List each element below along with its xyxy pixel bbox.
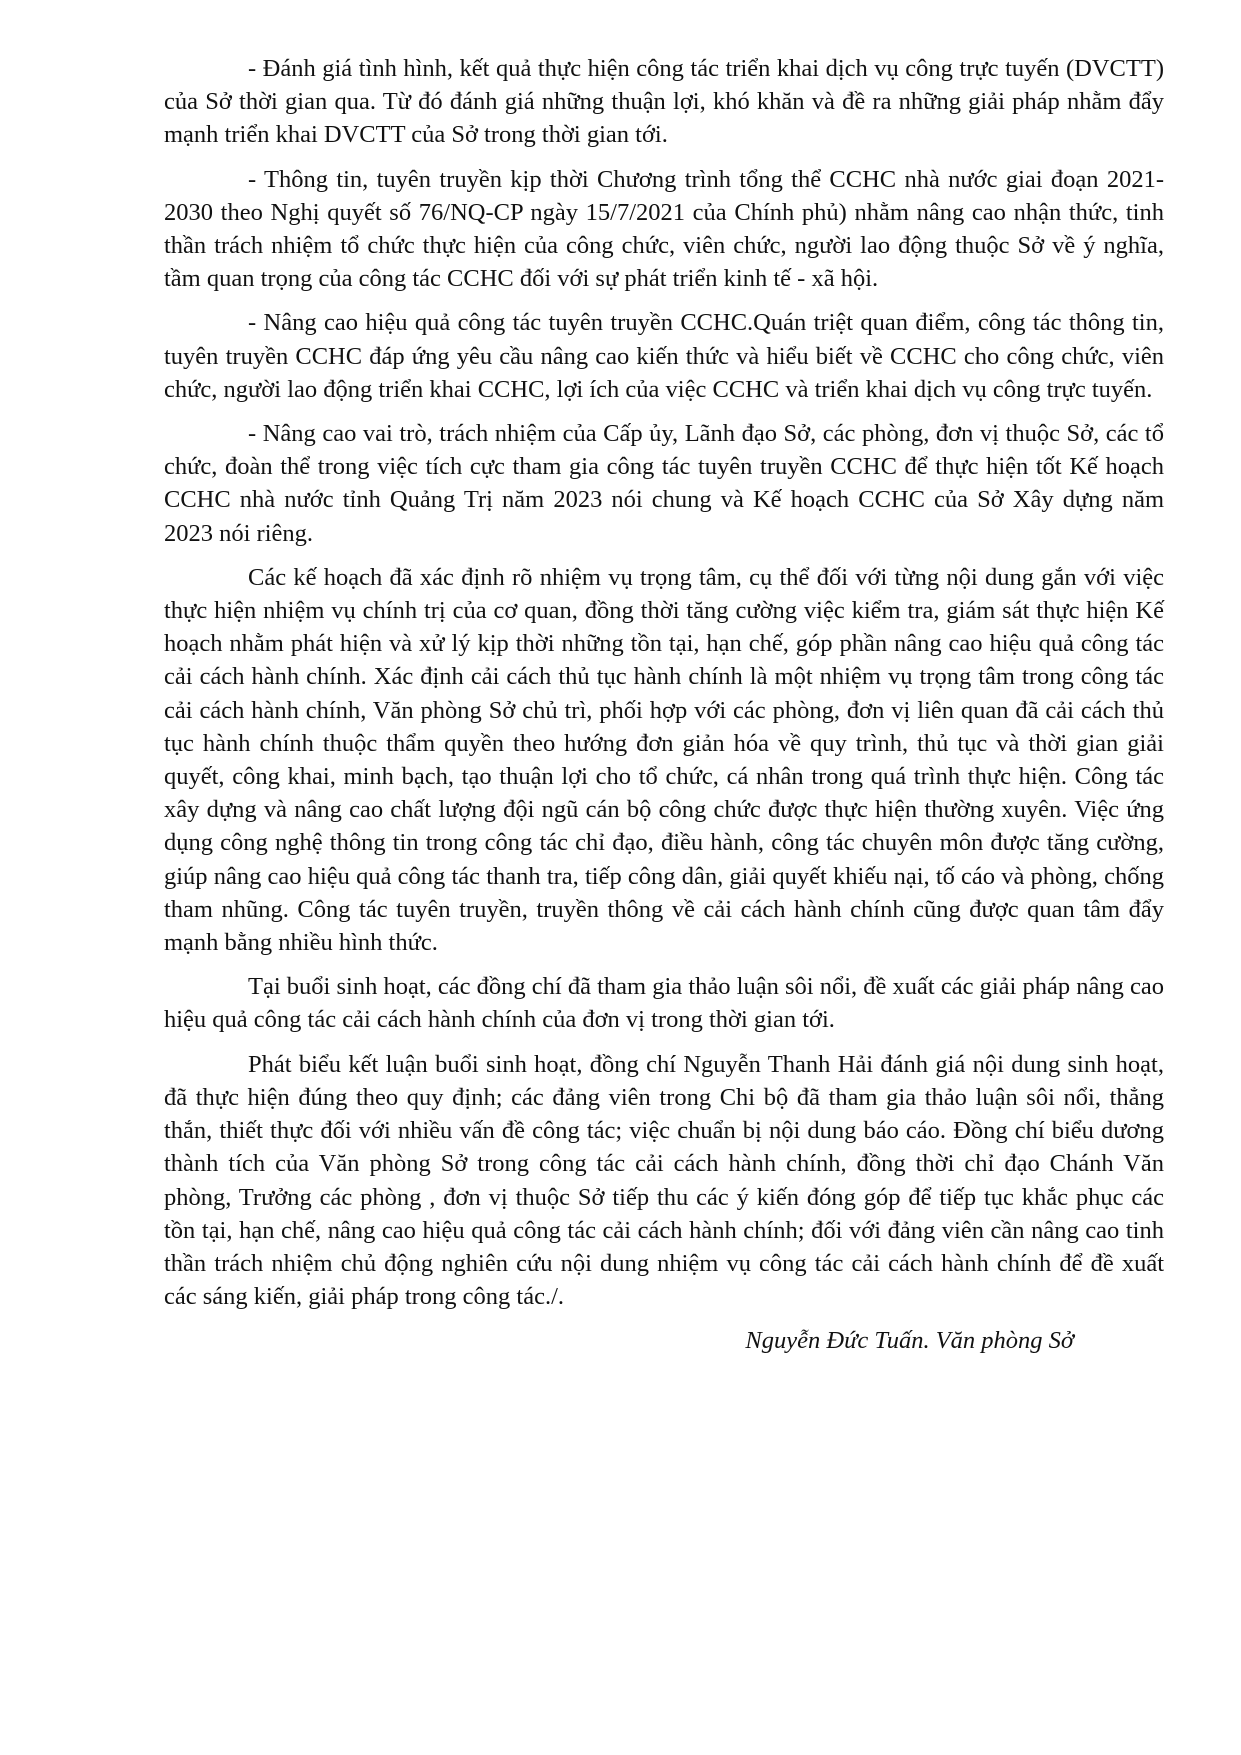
paragraph-conclusion: Phát biểu kết luận buổi sinh hoạt, đồng chí Nguyễn Thanh Hải đánh giá nội dung sinh hoạt, đã thực hiện đúng theo quy định; các đảng viên trong Chi bộ đã tham gia thảo luận sôi nổi, thẳng thắn, thiết thực đối với nhiều vấn đề công tác; việc chuẩn bị nội dung báo cáo. Đồng chí biểu dương thành tích của Văn phòng Sở trong công tác cải cách hành chính, đồng thời chỉ đạo Chánh Văn phòng, Trưởng các phòng , đơn vị thuộc Sở tiếp thu các ý kiến đóng góp để tiếp tục khắc phục các tồn tại, hạn chế, nâng cao hiệu quả công tác cải cách hành chính; đối với đảng viên cần nâng cao tinh thần trách nhiệm chủ động nghiên cứu nội dung nhiệm vụ công tác cải cách hành chính để đề xuất các sáng kiến, giải pháp trong công tác./. — [164, 1050, 1164, 1311]
paragraph-discussion: Tại buổi sinh hoạt, các đồng chí đã tham gia thảo luận sôi nổi, đề xuất các giải pháp nâng cao hiệu quả công tác cải cách hành chính của đơn vị trong thời gian tới. — [164, 973, 1164, 1034]
paragraph-cchc-propaganda: - Thông tin, tuyên truyền kịp thời Chương trình tổng thể CCHC nhà nước giai đoạn 2021-2030 theo Nghị quyết số 76/NQ-CP ngày 15/7/2021 của Chính phủ) nhằm nâng cao nhận thức, tinh thần trách nhiệm tổ chức thực hiện của công chức, viên chức, người lao động thuộc Sở về ý nghĩa, tầm quan trọng của công tác CCHC đối với sự phát triển kinh tế - xã hội. — [164, 165, 1164, 293]
paragraph-dvctt-assessment: - Đánh giá tình hình, kết quả thực hiện công tác triển khai dịch vụ công trực tuyến (DVCTT) của Sở thời gian qua. Từ đó đánh giá những thuận lợi, khó khăn và đề ra những giải pháp nhằm đẩy mạnh triển khai DVCTT của Sở trong thời gian tới. — [164, 55, 1164, 149]
paragraph-plans-summary: Các kế hoạch đã xác định rõ nhiệm vụ trọng tâm, cụ thể đối với từng nội dung gắn với việc thực hiện nhiệm vụ chính trị của cơ quan, đồng thời tăng cường việc kiểm tra, giám sát thực hiện Kế hoạch nhằm phát hiện và xử lý kịp thời những tồn tại, hạn chế, góp phần nâng cao hiệu quả công tác cải cách hành chính. Xác định cải cách thủ tục hành chính là một nhiệm vụ trọng tâm trong công tác cải cách hành chính, Văn phòng Sở chủ trì, phối hợp với các phòng, đơn vị liên quan đã cải cách thủ tục hành chính thuộc thẩm quyền theo hướng đơn giản hóa về quy trình, thủ tục và thời gian giải quyết, công khai, minh bạch, tạo thuận lợi cho tổ chức, cá nhân trong quá trình thực hiện. Công tác xây dựng và nâng cao chất lượng đội ngũ cán bộ công chức được thực hiện thường xuyên. Việc ứng dụng công nghệ thông tin trong công tác chỉ đạo, điều hành, công tác chuyên môn được tăng cường, giúp nâng cao hiệu quả công tác thanh tra, tiếp công dân, giải quyết khiếu nại, tố cáo và phòng, chống tham nhũng. Công tác tuyên truyền, truyền thông về cải cách hành chính cũng được quan tâm đẩy mạnh bằng nhiều hình thức. — [164, 563, 1164, 957]
author-signature: Nguyễn Đức Tuấn. Văn phòng Sở — [745, 1327, 1074, 1355]
document-page — [164, 52, 1164, 1358]
paragraph-leadership-role: - Nâng cao vai trò, trách nhiệm của Cấp ủy, Lãnh đạo Sở, các phòng, đơn vị thuộc Sở, các tổ chức, đoàn thể trong việc tích cực tham gia công tác tuyên truyền CCHC để thực hiện tốt Kế hoạch CCHC nhà nước tỉnh Quảng Trị năm 2023 nói chung và Kế hoạch CCHC của Sở Xây dựng năm 2023 nói riêng. — [164, 420, 1164, 547]
paragraph-propaganda-effectiveness: - Nâng cao hiệu quả công tác tuyên truyền CCHC.Quán triệt quan điểm, công tác thông tin, tuyên truyền CCHC đáp ứng yêu cầu nâng cao kiến thức và hiểu biết về CCHC cho công chức, viên chức, người lao động triển khai CCHC, lợi ích của việc CCHC và triển khai dịch vụ công trực tuyến. — [164, 309, 1164, 403]
